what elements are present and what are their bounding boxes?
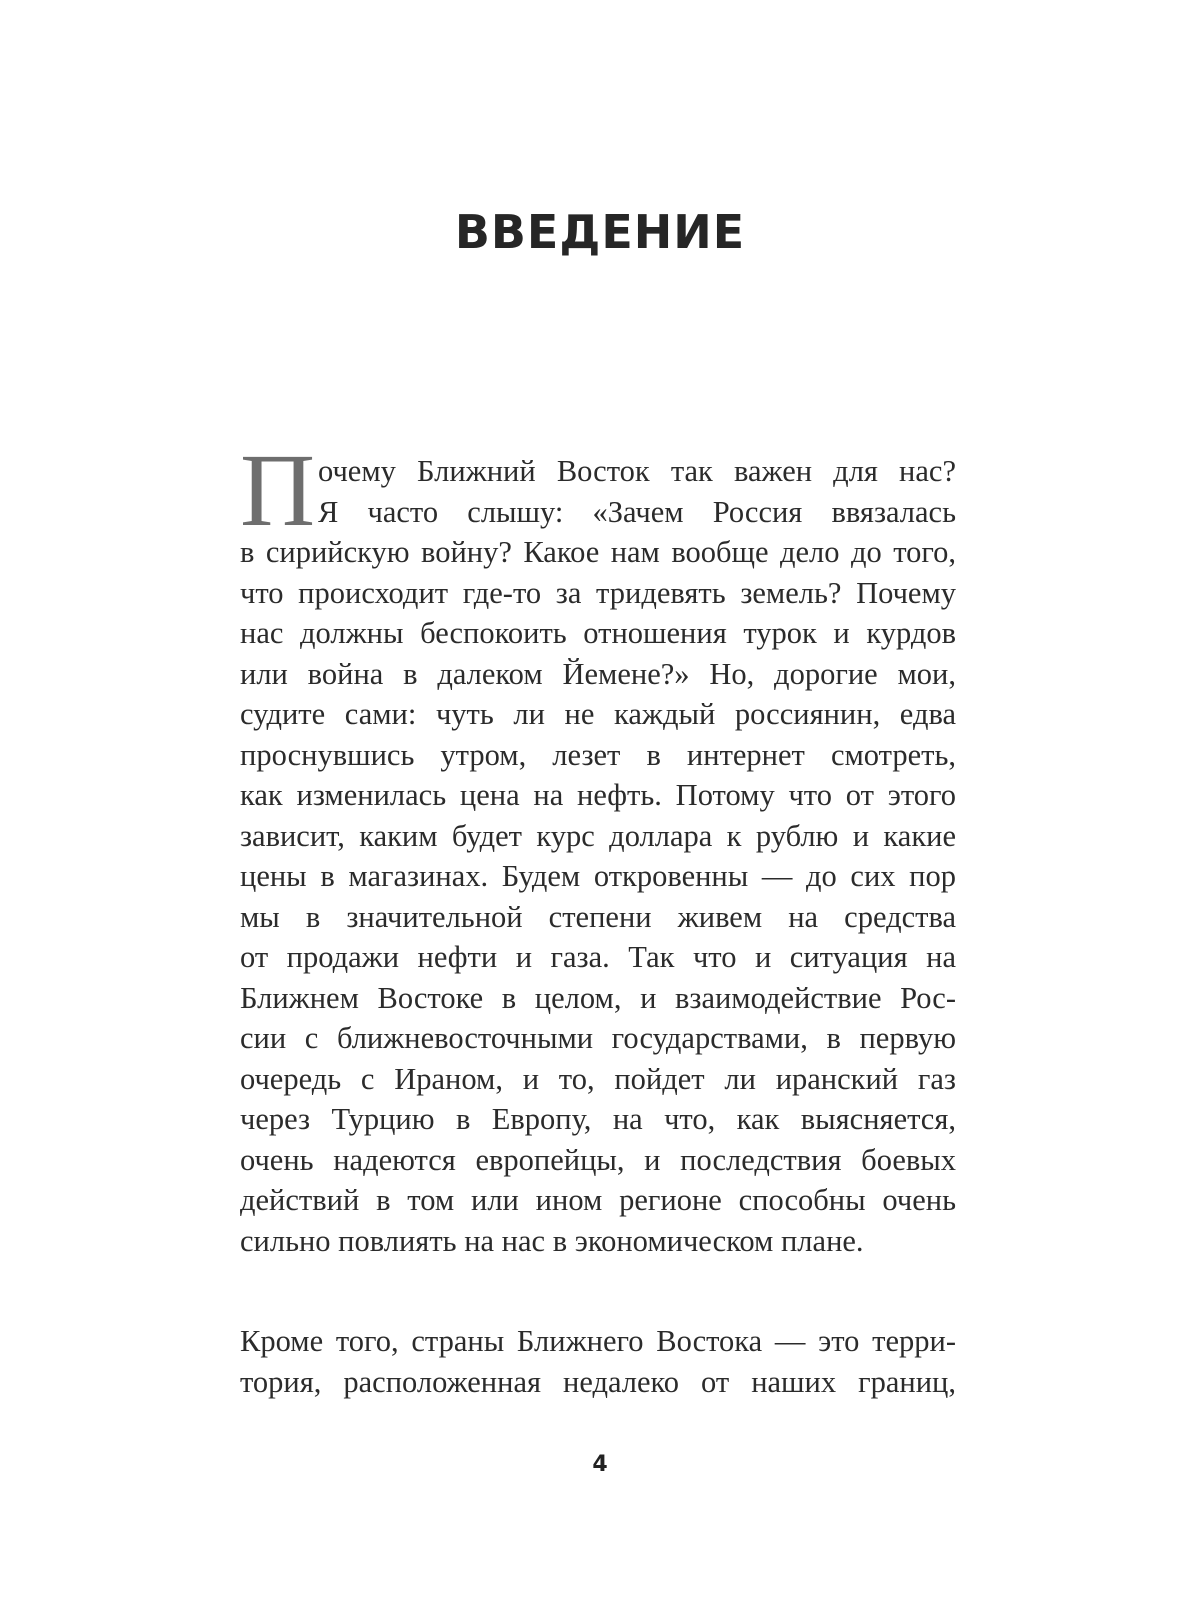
text-line: от продажи нефти и газа. Так что и ситуация на — [240, 940, 956, 974]
text-line: цены в магазинах. Будем откровенны — до сих пор — [240, 859, 956, 893]
text-line: сильно повлиять на нас в экономическом плане. — [240, 1223, 864, 1258]
paragraph-2 — [240, 1321, 956, 1402]
text-line: нас должны беспокоить отношения турок и курдов — [240, 616, 956, 650]
text-line: очему Ближний Восток так важен для нас? — [318, 454, 956, 488]
text-line: Кроме того, страны Ближнего Востока — это терри- — [240, 1324, 956, 1358]
text-line: как изменилась цена на нефть. Потому что от этого — [240, 778, 956, 812]
text-line: тория, расположенная недалеко от наших границ, — [240, 1364, 956, 1399]
text-line: Я часто слышу: «Зачем Россия ввязалась — [318, 494, 956, 529]
dropcap-block — [240, 433, 956, 548]
text-line: очень надеются европейцы, и последствия боевых — [240, 1142, 956, 1177]
text-line: что происходит где-то за тридевять земель? Почему — [240, 575, 956, 610]
text-line: судите сами: чуть ли не каждый россиянин, едва — [240, 697, 956, 731]
text-line: проснувшись утром, лезет в интернет смотреть, — [240, 737, 956, 772]
text-line: Ближнем Востоке в целом, и взаимодействие Рос- — [240, 980, 956, 1015]
text-line: мы в значительной степени живем на средства — [240, 899, 956, 934]
drop-cap-letter: П — [240, 433, 316, 548]
text-line: сии с ближневосточными государствами, в первую — [240, 1021, 956, 1055]
text-line: в сирийскую войну? Какое нам вообще дело до того, — [240, 535, 956, 569]
chapter-title: ВВЕДЕНИЕ — [454, 205, 746, 259]
text-line: зависит, каким будет курс доллара к рублю и какие — [240, 818, 956, 853]
text-line: очередь с Ираном, и то, пойдет ли иранский газ — [240, 1061, 956, 1096]
page-number: 4 — [592, 1452, 608, 1477]
paragraph-1 — [240, 433, 956, 1261]
text-line: или война в далеком Йемене?» Но, дорогие мои, — [240, 656, 956, 691]
text-line: действий в том или ином регионе способны очень — [240, 1183, 956, 1217]
text-line: через Турцию в Европу, на что, как выясняется, — [240, 1102, 956, 1136]
